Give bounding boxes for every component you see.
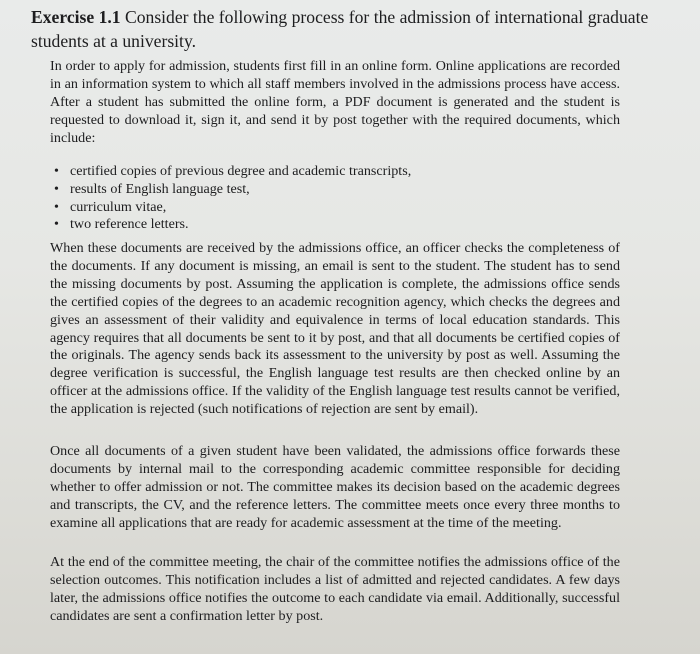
list-item-text: curriculum vitae, xyxy=(70,198,167,215)
exercise-label: Exercise 1.1 xyxy=(31,7,121,27)
list-item xyxy=(50,199,411,217)
exercise-title: Consider the following process for the admission of international graduate students at a university. xyxy=(31,7,649,51)
bullet-icon: • xyxy=(54,199,59,215)
list-item xyxy=(50,181,411,199)
list-item-text: certified copies of previous degree and academic transcripts, xyxy=(70,163,412,179)
bullet-icon: • xyxy=(54,181,59,197)
exercise-heading xyxy=(31,5,681,53)
required-documents-list xyxy=(50,163,411,234)
list-item xyxy=(50,163,411,181)
bullet-icon: • xyxy=(54,217,59,233)
outcome-notification-paragraph: At the end of the committee meeting, the chair of the committee notifies the admissions office of the selection outcomes. This notification includes a list of admitted and rejected candidates. A few days later, the admissions office notifies the outcome to each candidate via email. Additionally, successful candidates are sent a confirmation letter by post. xyxy=(50,554,620,624)
list-item-text: results of English language test, xyxy=(70,180,250,197)
intro-paragraph: In order to apply for admission, students first fill in an online form. Online applications are recorded in an information system to which all staff members involved in the admissions process have access. After a student has submitted the online form, a PDF document is generated and the student is requested to download it, sign it, and send it by post together with the required documents, which include: xyxy=(50,58,620,146)
list-item-text: two reference letters. xyxy=(70,216,189,233)
committee-review-paragraph: Once all documents of a given student have been validated, the admissions office forwards these documents by internal mail to the corresponding academic committee responsible for deciding whether to offer admission or not. The committee makes its decision based on the academic degrees and transcripts, the CV, and the reference letters. The committee meets once every three months to examine all applications that are ready for academic assessment at the time of the meeting. xyxy=(50,443,620,531)
documents-received-paragraph: When these documents are received by the admissions office, an officer checks the completeness of the documents. If any document is missing, an email is sent to the student. The student has to send the missing documents by post. Assuming the application is complete, the admissions office sends the certified copies of the degrees to an academic recognition agency, which checks the degrees and gives an assessment of their validity and equivalence in terms of local education standards. This agency requires that all documents be sent to it by post, and that all documents be certified copies of the originals. The agency sends back its assessment to the university by post as well. Assuming the degree verification is successful, the English language test results are then checked online by an officer at the admissions office. If the validity of the English language test results cannot be verified, the application is rejected (such notifications of rejection are sent by email). xyxy=(50,240,620,418)
bullet-icon: • xyxy=(54,164,59,179)
list-item xyxy=(50,216,411,234)
